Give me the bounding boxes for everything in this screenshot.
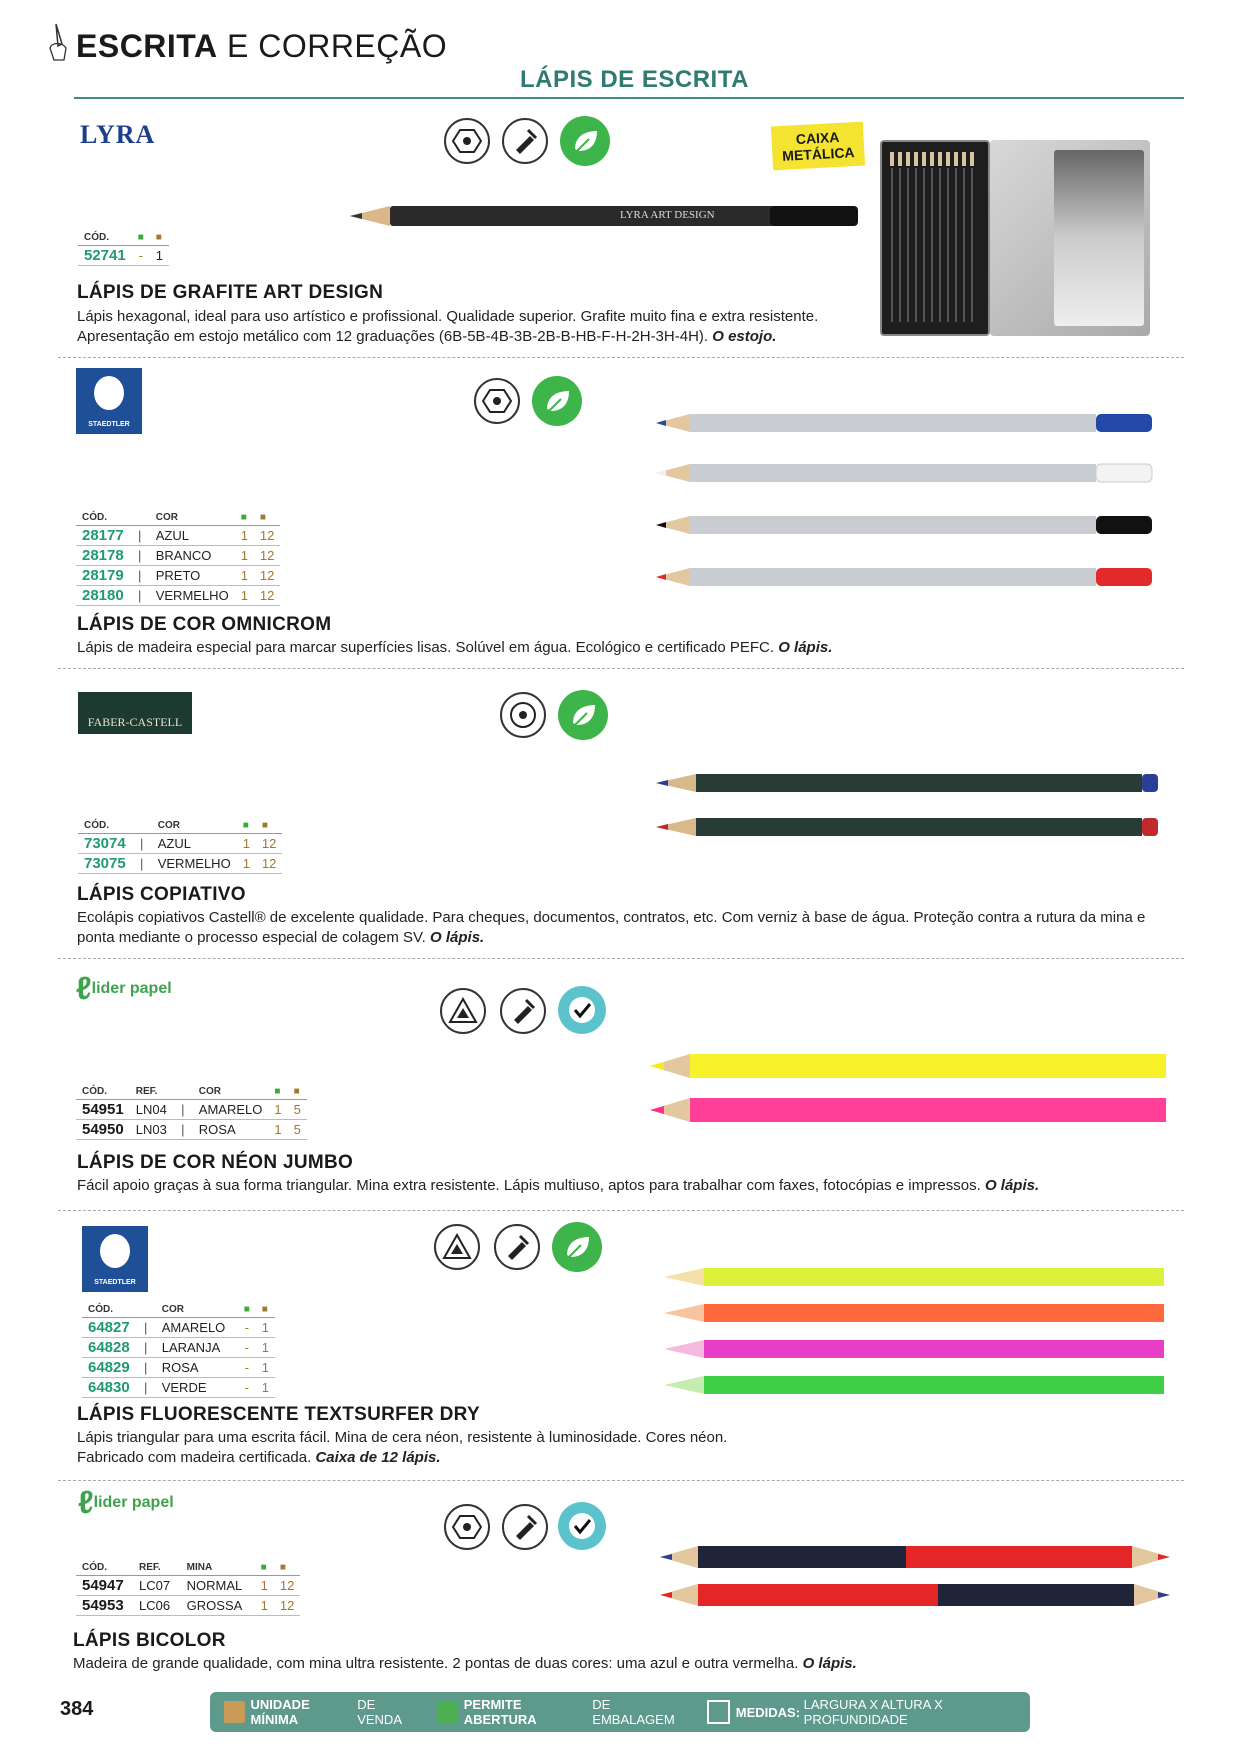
sharpener-icon bbox=[494, 1224, 540, 1270]
product-description: Fácil apoio graças à sua forma triangular. Mina extra resistente. Lápis multiuso, aptos para trabalhar com faxes, fotocópias e impressos. O lápis. bbox=[77, 1177, 1040, 1194]
product-title: LÁPIS BICOLOR bbox=[73, 1630, 226, 1651]
pencil-image-white bbox=[656, 462, 1156, 489]
pencil-image-yellow-fluo bbox=[664, 1266, 1168, 1293]
product-title: LÁPIS DE GRAFITE ART DESIGN bbox=[77, 282, 384, 303]
table-row: 64829 | ROSA - 1 bbox=[82, 1358, 275, 1378]
pencil-image-pink-neon bbox=[650, 1096, 1170, 1129]
product-codes-table: CÓD. COR ■ ■ 73074 | AZUL 1 12 73075 | VERMELHO 1 12 bbox=[78, 818, 282, 874]
quality-check-icon bbox=[558, 986, 606, 1034]
ecologic-leaf-icon bbox=[552, 1222, 602, 1272]
pencil-image-bicolor-2 bbox=[660, 1582, 1170, 1613]
box-icon bbox=[224, 1701, 245, 1723]
legend-item-open-package: PERMITE ABERTURA DE EMBALAGEM bbox=[437, 1697, 689, 1727]
section-separator bbox=[58, 357, 1184, 358]
header-title-bold: ESCRITA bbox=[76, 28, 218, 64]
pencil-image-blue bbox=[656, 412, 1156, 439]
pencil-image-lyra bbox=[350, 204, 860, 228]
product-description: Lápis de madeira especial para marcar superfícies lisas. Solúvel em água. Ecológico e certificado PEFC. O lápis. bbox=[77, 639, 833, 656]
table-row: 28180 | VERMELHO 1 12 bbox=[76, 586, 280, 606]
table-row: 64830 | VERDE - 1 bbox=[82, 1378, 275, 1398]
table-row: 54950 LN03 | ROSA 1 5 bbox=[76, 1120, 307, 1140]
product-codes-table bbox=[78, 230, 169, 266]
table-row: 73074 | AZUL 1 12 bbox=[78, 834, 282, 854]
product-title: LÁPIS FLUORESCENTE TEXTSURFER DRY bbox=[77, 1404, 480, 1425]
hexagonal-shape-icon bbox=[474, 378, 520, 424]
table-row: 54951 LN04 | AMARELO 1 5 bbox=[76, 1100, 307, 1120]
table-row: 73075 | VERMELHO 1 12 bbox=[78, 854, 282, 874]
product-description: Madeira de grande qualidade, com mina ultra resistente. 2 pontas de duas cores: uma azul e outra vermelha. O lápis. bbox=[73, 1655, 857, 1672]
metal-box-lid-image bbox=[990, 140, 1150, 336]
pencil-image-black bbox=[656, 514, 1156, 541]
section-title: LÁPIS DE ESCRITA bbox=[520, 66, 749, 93]
hexagonal-shape-icon bbox=[444, 1504, 490, 1550]
quality-check-icon bbox=[558, 1502, 606, 1550]
table-row: 54953 LC06 GROSSA 1 12 bbox=[76, 1596, 300, 1616]
section-separator bbox=[58, 1210, 1184, 1211]
product-title: LÁPIS COPIATIVO bbox=[77, 884, 246, 905]
page-header-title bbox=[76, 28, 447, 65]
ecologic-leaf-icon bbox=[532, 376, 582, 426]
brand-logo-staedtler: STAEDTLER bbox=[82, 1226, 148, 1292]
pencil-image-red bbox=[656, 566, 1156, 593]
pencil-hand-icon bbox=[46, 22, 72, 67]
section-separator bbox=[58, 668, 1184, 669]
product-codes-table: CÓD. REF. MINA ■ ■ 54947 LC07 NORMAL 1 12 54953 LC06 GROSSA 1 12 bbox=[76, 1560, 300, 1616]
brand-logo-lider-papel: ℓlider papel bbox=[78, 1484, 174, 1520]
brand-logo-faber-castell: FABER-CASTELL bbox=[78, 692, 192, 734]
ecologic-leaf-icon bbox=[560, 116, 610, 166]
section-separator bbox=[58, 1480, 1184, 1481]
product-description: Ecolápis copiativos Castell® de excelente qualidade. Para cheques, documentos, contratos, etc. Com verniz à base de água. Proteção contra a rutura da mina e ponta mediante o processo especial de colagem SV. O lápis. bbox=[77, 909, 1146, 946]
footer-legend-bar bbox=[210, 1692, 1030, 1732]
pencil-image-bicolor-1 bbox=[660, 1544, 1170, 1575]
table-row: 28178 | BRANCO 1 12 bbox=[76, 546, 280, 566]
pencil-image-red-copiativo bbox=[656, 816, 1160, 843]
pencil-image-orange-fluo bbox=[664, 1302, 1168, 1329]
product-description: Lápis triangular para uma escrita fácil. Mina de cera néon, resistente à luminosidade. Cores néon. Fabricado com madeira certificada. Caixa de 12 lápis. bbox=[77, 1429, 728, 1466]
ecologic-leaf-icon bbox=[558, 690, 608, 740]
table-row: 64828 | LARANJA - 1 bbox=[82, 1338, 275, 1358]
triangular-shape-icon bbox=[440, 988, 486, 1034]
brand-logo-lyra: LYRA bbox=[80, 120, 156, 149]
col-code-header: CÓD. bbox=[78, 230, 132, 246]
open-box-icon bbox=[437, 1701, 458, 1723]
sharpener-icon bbox=[502, 1504, 548, 1550]
product-codes-table: CÓD. COR ■ ■ 28177 | AZUL 1 12 28178 | BRANCO 1 12 28179 | PRETO 1 12 28180 | VERMELHO 1 12 bbox=[76, 510, 280, 606]
section-separator bbox=[58, 958, 1184, 959]
product-title: LÁPIS DE COR OMNICROM bbox=[77, 614, 332, 635]
header-divider bbox=[74, 97, 1184, 99]
legend-item-dimensions: MEDIDAS: LARGURA X ALTURA X PROFUNDIDADE bbox=[707, 1697, 1030, 1727]
table-row: 52741 - 1 bbox=[78, 246, 169, 266]
table-row: 64827 | AMARELO - 1 bbox=[82, 1318, 275, 1338]
product-title: LÁPIS DE COR NÉON JUMBO bbox=[77, 1152, 354, 1173]
pencil-image-yellow-neon bbox=[650, 1052, 1170, 1085]
sharpener-icon bbox=[502, 118, 548, 164]
pencil-image-pink-fluo bbox=[664, 1338, 1168, 1365]
table-row: 54947 LC07 NORMAL 1 12 bbox=[76, 1576, 300, 1596]
allows-opening-icon: ■ bbox=[132, 230, 150, 246]
dimensions-icon bbox=[707, 1700, 729, 1724]
header-title-light: E CORREÇÃO bbox=[226, 28, 448, 64]
table-row: 28177 | AZUL 1 12 bbox=[76, 526, 280, 546]
product-codes-table: CÓD. REF. COR ■ ■ 54951 LN04 | AMARELO 1 5 54950 LN03 | ROSA 1 5 bbox=[76, 1084, 307, 1140]
brand-logo-lider-papel: ℓlider papel bbox=[76, 970, 172, 1006]
hexagonal-shape-icon bbox=[444, 118, 490, 164]
min-unit-icon: ■ bbox=[150, 230, 169, 246]
pencil-label: LYRA ART DESIGN bbox=[620, 209, 715, 221]
metal-box-image bbox=[880, 140, 990, 336]
sharpener-icon bbox=[500, 988, 546, 1034]
product-codes-table: CÓD. COR ■ ■ 64827 | AMARELO - 1 64828 | LARANJA - 1 64829 | ROSA - 1 64830 | VERDE - 1 bbox=[82, 1302, 275, 1398]
table-row: 28179 | PRETO 1 12 bbox=[76, 566, 280, 586]
product-description: Lápis hexagonal, ideal para uso artístico e profissional. Qualidade superior. Grafite muito fina e extra resistente. Apresentação em estojo metálico com 12 graduações (6B-5B-4B-3B-2B-B-HB-F-H-2H-3H-4H). O estojo. bbox=[77, 308, 819, 345]
pencil-image-blue-copiativo bbox=[656, 772, 1160, 799]
round-shape-icon bbox=[500, 692, 546, 738]
triangular-shape-icon bbox=[434, 1224, 480, 1270]
caixa-metalica-badge: CAIXA METÁLICA bbox=[771, 122, 865, 171]
pencil-image-green-fluo bbox=[664, 1374, 1168, 1401]
legend-item-min-unit: UNIDADE MÍNIMA DE VENDA bbox=[224, 1697, 419, 1727]
brand-logo-staedtler: STAEDTLER bbox=[76, 368, 142, 434]
page-number: 384 bbox=[60, 1698, 94, 1720]
